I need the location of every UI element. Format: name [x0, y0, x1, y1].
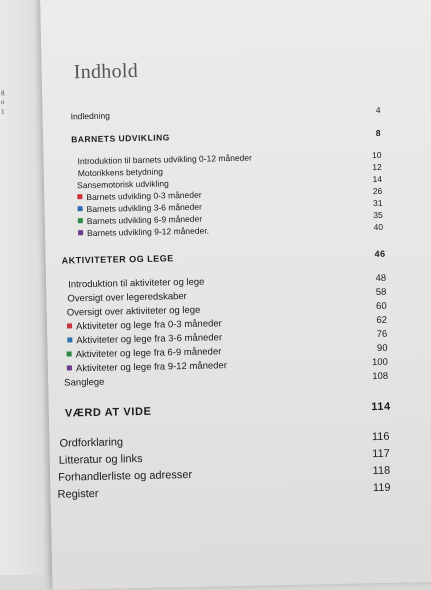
entry-label: Register [57, 487, 99, 501]
entry-label: Indledning [70, 110, 110, 122]
entry-label: Sanglege [64, 376, 105, 389]
entry-label: Barnets udvikling 9-12 måneder. [86, 225, 210, 239]
entry-label: Oversigt over legeredskaber [67, 290, 187, 305]
entry-page: 12 [372, 161, 382, 173]
entry-page: 100 [371, 356, 388, 369]
entry-label: Introduktion til barnets udvikling 0-12 måneder [77, 152, 253, 167]
green-square-icon [78, 218, 83, 223]
section-heading [65, 401, 391, 424]
blue-square-icon [67, 337, 72, 342]
entry-label: Aktiviteter og lege fra 3-6 måneder [76, 332, 223, 347]
entry-page: 26 [372, 185, 383, 197]
section-label: VÆRD AT VIDE [64, 405, 152, 420]
section-heading [71, 128, 381, 148]
entry-page: 35 [373, 209, 383, 221]
entry-page: 14 [372, 173, 383, 185]
entry-page: 116 [371, 430, 390, 444]
contents-page [40, 0, 431, 590]
edge-glyph: g [1, 88, 5, 96]
entry-label: Sansemotorisk udvikling [76, 178, 169, 191]
entry-page: 48 [375, 272, 387, 285]
entry-page: 118 [372, 464, 391, 478]
entry-page: 60 [376, 300, 387, 313]
entry-page: 58 [375, 286, 387, 299]
section-label: AKTIVITETER OG LEGE [61, 253, 174, 266]
entry-page: 31 [372, 197, 383, 209]
entry-label: Ordforklaring [59, 436, 124, 450]
section-heading [62, 249, 386, 270]
entry-label: Barnets udvikling 0-3 måneder [86, 189, 202, 203]
red-square-icon [67, 323, 72, 328]
blue-square-icon [78, 206, 83, 211]
entry-label: Introduktion til aktiviteter og lege [68, 276, 205, 291]
entry-page: 4 [375, 104, 381, 115]
entry-page: 10 [371, 149, 382, 161]
section-page: 46 [374, 248, 386, 260]
page-title: Indhold [73, 59, 139, 84]
entry-label: Oversigt over aktiviteter og lege [66, 304, 201, 319]
entry-label: Motorikkens betydning [77, 166, 163, 179]
entry-label: Aktiviteter og lege fra 0-3 måneder [75, 318, 222, 333]
section-page: 8 [375, 127, 382, 138]
purple-square-icon [67, 365, 72, 370]
section-label: BARNETS UDVIKLING [71, 132, 170, 145]
entry-label: Barnets udvikling 3-6 måneder [86, 201, 202, 215]
entry-page: 117 [372, 447, 390, 461]
entry-label: Litteratur og links [58, 452, 143, 467]
entry-label: Forhandlerliste og adresser [58, 468, 193, 484]
purple-square-icon [78, 230, 83, 235]
entry-page: 62 [376, 314, 388, 327]
edge-glyph: o [1, 98, 5, 106]
entry-page: 90 [376, 342, 388, 355]
entry-page: 40 [373, 221, 384, 233]
entry-page: 108 [372, 370, 389, 383]
section-page: 114 [371, 400, 391, 414]
toc-entry-intro [71, 105, 381, 125]
entry-label: Aktiviteter og lege fra 9-12 måneder [75, 360, 228, 375]
entry-label: Aktiviteter og lege fra 6-9 måneder [75, 346, 222, 361]
entry-page: 76 [376, 328, 388, 341]
green-square-icon [67, 351, 72, 356]
entry-label: Barnets udvikling 6-9 måneder [86, 213, 203, 227]
edge-glyph: 1 [1, 108, 5, 116]
entry-page: 119 [372, 481, 391, 495]
red-square-icon [77, 194, 82, 199]
